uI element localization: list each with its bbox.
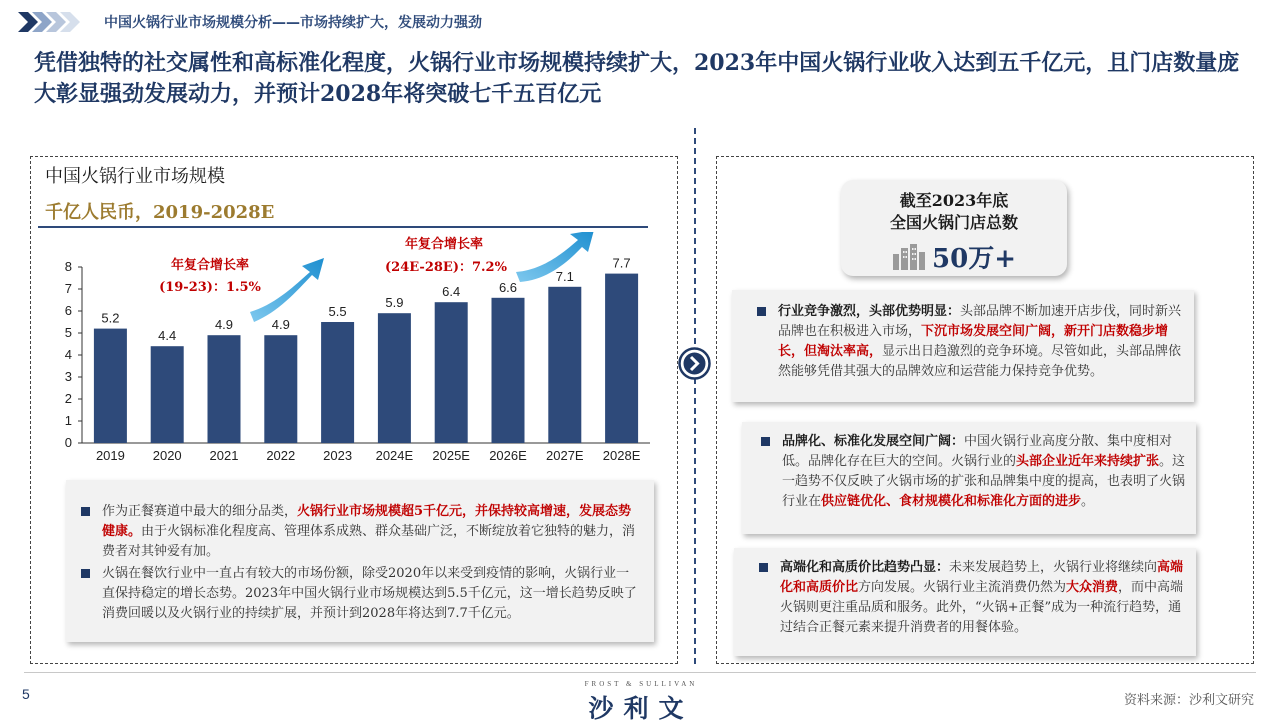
bar-value-label: 6.4 [442, 284, 461, 300]
note-1-highlight: 火锅行业市场规模超5千亿元，并保持较高增速，发展态势健康。 [102, 504, 632, 539]
page-number: 5 [22, 686, 30, 702]
bar-2019 [94, 329, 127, 443]
bullet-icon [759, 563, 768, 572]
feature-2-text: 中国火锅行业高度分散、集中度相对低。品牌化存在巨大的空间。火锅行业的 [782, 434, 1173, 469]
bar-2024E [378, 313, 411, 443]
feature-1-text: 头部品牌不断加速开店步伐，同时新兴品牌也在积极进入市场， [778, 304, 1182, 339]
cagr-1-value: (19-23)：1.5% [159, 280, 261, 295]
right-section-tab [716, 126, 1034, 154]
note-1-text-tail: 由于火锅标准化程度高、管理体系成熟、群众基础广泛，不断绽放着它独特的魅力，消费者对其钟爱有加。 [102, 524, 636, 559]
x-tick-label: 2023 [323, 448, 353, 463]
x-tick-label: 2025E [432, 448, 470, 463]
feature-1 [752, 302, 1184, 382]
chart-title-rule [38, 226, 648, 228]
feature-1-highlight: 下沉市场发展空间广阔，新开门店数稳步增长，但淘汰率高， [778, 324, 1169, 359]
feature-3-text-mid: 方向发展。火锅行业主流消费仍然为 [858, 580, 1067, 595]
stat-line-2: 全国火锅门店总数 [889, 213, 1018, 232]
feature-3 [754, 558, 1186, 638]
chart-unit: 千亿人民币，2019-2028E [45, 202, 275, 223]
footer-rule [24, 672, 1256, 673]
bullet-icon [761, 437, 770, 446]
bar-value-label: 7.1 [555, 268, 574, 284]
feature-box-2 [742, 422, 1196, 534]
page-headline: 凭借独特的社交属性和高标准化程度，火锅行业市场规模持续扩大，2023年中国火锅行业收入达到五千亿元，且门店数量庞大彰显强劲发展动力，并预计2028年将突破七千五百亿元 [34, 50, 1240, 107]
bar-2027E [548, 287, 581, 443]
feature-3-title: 高端化和高质价比趋势凸显： [780, 560, 950, 575]
right-section-tab-label: 火锅行业特征 [724, 131, 815, 149]
y-tick-label: 4 [64, 347, 72, 362]
y-tick-label: 3 [64, 369, 72, 384]
bar-value-label: 6.6 [498, 279, 518, 295]
feature-2 [756, 432, 1188, 512]
bar-value-label: 4.9 [271, 317, 290, 333]
bar-2021 [208, 335, 241, 443]
left-section-tab-label: 火锅行业市场规模 [38, 131, 159, 149]
bar-2028E [605, 274, 638, 443]
feature-1-title: 行业竞争激烈，头部优势明显： [778, 304, 961, 319]
left-notes-box [66, 480, 654, 642]
bar-value-label: 5.9 [385, 295, 404, 311]
left-note-1 [76, 502, 640, 562]
bullet-icon [757, 307, 766, 316]
bar-value-label: 5.2 [101, 310, 120, 326]
feature-3-highlight-1: 高端化和高质价比 [780, 560, 1184, 595]
logo-chinese: 沙利文 [588, 694, 694, 720]
feature-box-1 [732, 290, 1194, 402]
chart-title: 中国火锅行业市场规模 [45, 166, 225, 187]
bar-2025E [435, 302, 468, 443]
store-count-card [841, 180, 1067, 276]
x-tick-label: 2022 [266, 448, 296, 463]
y-tick-label: 5 [64, 325, 72, 340]
feature-2-highlight-2: 供应链优化、食材规模化和标准化方面的进步 [821, 494, 1082, 509]
bullet-icon [81, 507, 90, 516]
header-chevrons-icon [18, 9, 98, 35]
note-2-text: 火锅在餐饮行业中一直占有较大的市场份额，除受2020年以来受到疫情的影响，火锅行业一直保持稳定的增长态势。2023年中国火锅行业市场规模达到5.5千亿元，这一增长趋势反映了消费回暖以及火锅行业的持续扩展，并预计到2028年将达到7.7千亿元。 [102, 566, 637, 621]
feature-2-highlight-1: 头部企业近年来持续扩张 [1016, 454, 1160, 469]
market-size-bar-chart [38, 232, 660, 468]
feature-3-text: 未来发展趋势上，火锅行业将继续向 [949, 560, 1158, 575]
x-tick-label: 2028E [602, 448, 641, 463]
x-tick-label: 2019 [95, 448, 125, 463]
bar-2026E [492, 298, 525, 443]
vertical-divider [694, 128, 696, 664]
feature-2-text-tail: 。 [1081, 494, 1095, 509]
y-tick-label: 7 [64, 281, 72, 296]
logo-wordmark: FROST & SULLIVAN [584, 680, 698, 688]
y-tick-label: 2 [64, 391, 72, 406]
feature-2-title: 品牌化、标准化发展空间广阔： [782, 434, 965, 449]
x-tick-label: 2020 [152, 448, 182, 463]
growth-arrow-1-icon [250, 258, 324, 322]
buildings-icon [892, 244, 926, 270]
left-note-2 [76, 564, 640, 624]
store-count-value: 50万+ [932, 244, 1016, 274]
bullet-icon [81, 569, 90, 578]
note-1-text: 作为正餐赛道中最大的细分品类， [102, 504, 298, 519]
bar-value-label: 4.4 [158, 328, 177, 344]
bar-2020 [151, 346, 184, 443]
bar-value-label: 7.7 [612, 255, 631, 271]
feature-3-highlight-2: 大众消费 [1066, 580, 1119, 595]
feature-2-text-mid: 。这一趋势不仅反映了火锅市场的扩张和品牌集中度的提高，也表明了火锅行业在 [782, 454, 1186, 509]
y-tick-label: 8 [64, 259, 72, 274]
x-tick-label: 2024E [375, 448, 414, 463]
y-tick-label: 6 [64, 303, 72, 318]
page-section-title: 中国火锅行业市场规模分析——市场持续扩大，发展动力强劲 [104, 15, 482, 31]
next-arrow-circle-icon [678, 347, 711, 380]
y-tick-label: 1 [64, 413, 72, 428]
cagr-1-label: 年复合增长率 [170, 258, 250, 273]
x-tick-label: 2021 [209, 448, 239, 463]
left-section-tab [30, 126, 352, 154]
bar-2023 [321, 322, 354, 443]
x-tick-label: 2027E [546, 448, 584, 463]
stat-line-1: 截至2023年底 [899, 191, 1009, 210]
feature-1-text-tail: 显示出日趋激烈的竞争环境。尽管如此，头部品牌依然能够凭借其强大的品牌效应和运营能力保持竞争优势。 [778, 344, 1182, 379]
cagr-2-value: (24E-28E)：7.2% [385, 260, 507, 275]
bar-value-label: 4.9 [214, 317, 234, 333]
bar-2022 [264, 335, 297, 443]
feature-box-3 [734, 548, 1196, 656]
y-tick-label: 0 [64, 435, 72, 450]
bar-value-label: 5.5 [328, 304, 347, 319]
feature-3-text-tail: ，而中高端火锅则更注重品质和服务。此外，“火锅+正餐”成为一种流行趋势，通过结合正餐元素来提升消费者的用餐体验。 [780, 580, 1184, 635]
x-tick-label: 2026E [489, 448, 527, 463]
source-note: 资料来源：沙利文研究 [1123, 693, 1254, 708]
cagr-2-label: 年复合增长率 [404, 237, 484, 252]
